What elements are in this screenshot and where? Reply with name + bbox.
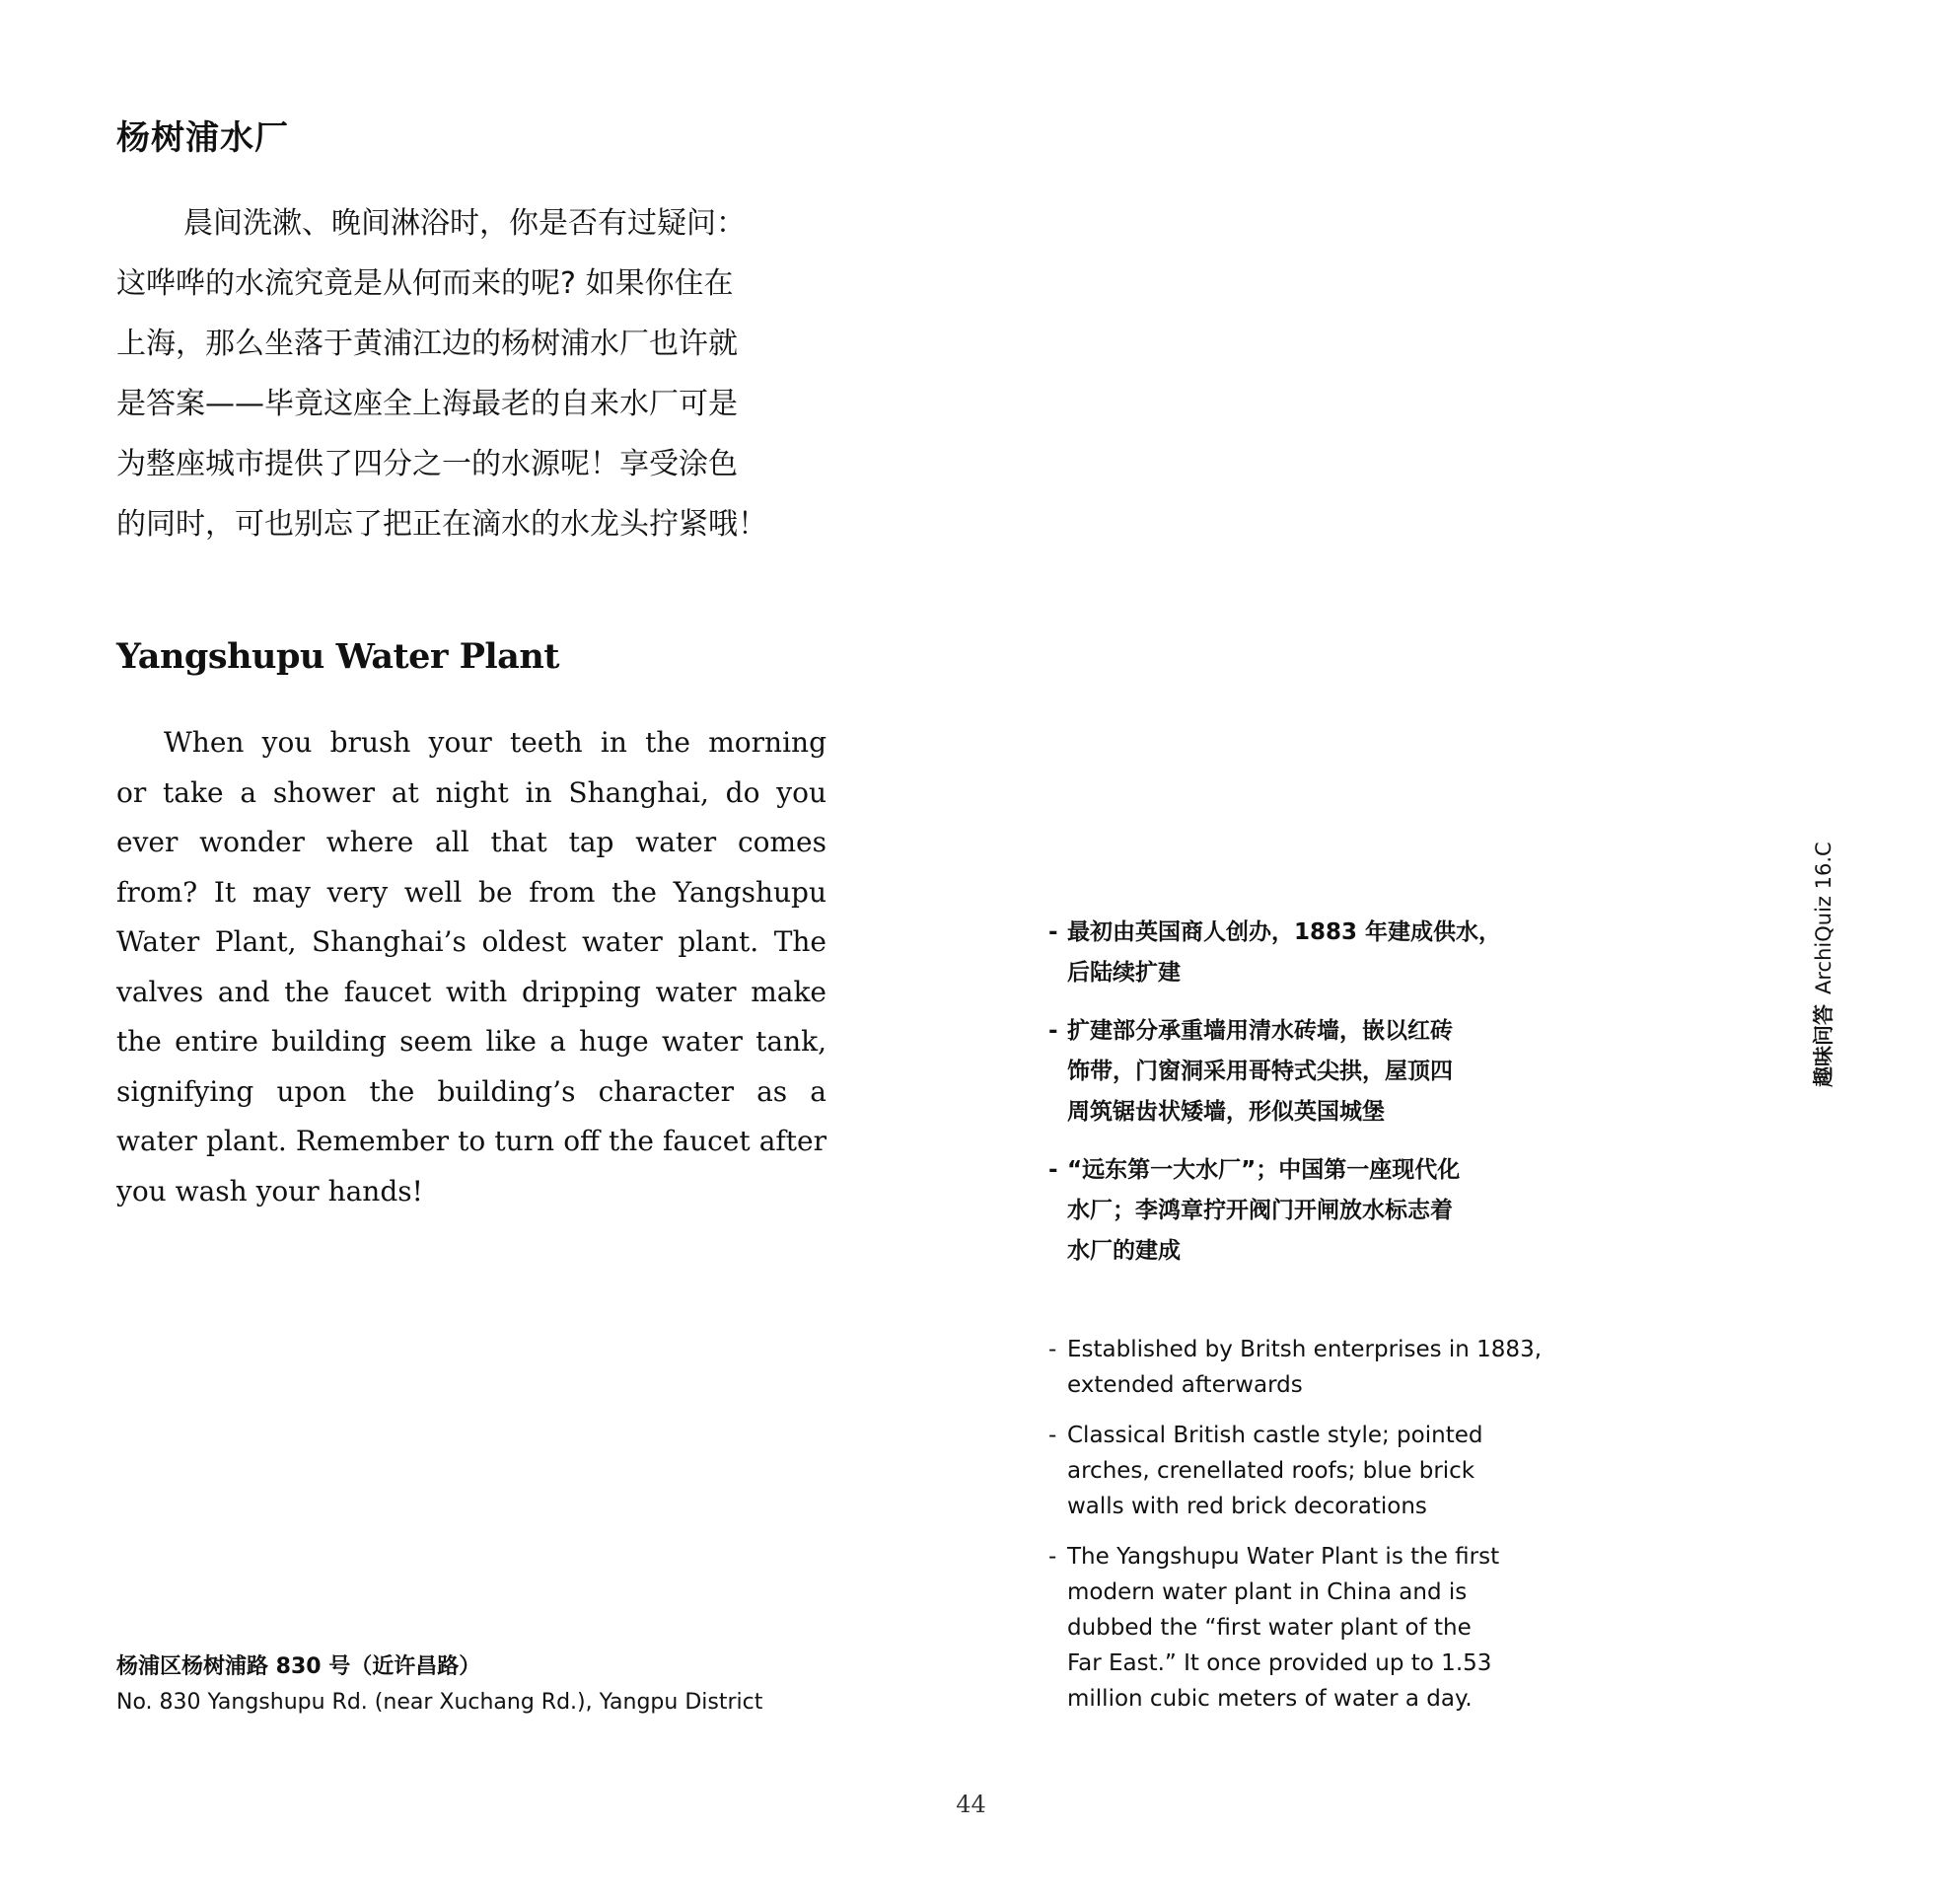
en-paragraph xyxy=(116,718,827,1216)
bullet-dash: - xyxy=(1048,1018,1058,1044)
en-paragraph-line: ever wonder where all that tap water comes xyxy=(116,826,827,858)
bullet-dash: - xyxy=(1048,1423,1057,1448)
en-paragraph-line: When you brush your teeth in the morning xyxy=(164,726,827,759)
fact-zh-item xyxy=(1048,1150,1601,1272)
en-paragraph-line: valves and the faucet with dripping water make xyxy=(116,975,827,1008)
side-label-zh: 趣味问答 xyxy=(1812,1004,1835,1087)
en-paragraph-line: you wash your hands! xyxy=(116,1174,423,1208)
facts-en-list xyxy=(1048,1332,1601,1731)
bullet-dash: - xyxy=(1048,1337,1057,1362)
address-en: No. 830 Yangshupu Rd. (near Xuchang Rd.), Yangpu District xyxy=(116,1690,763,1715)
fact-line: dubbed the “first water plant of the xyxy=(1067,1615,1472,1641)
fact-line: Far East.” It once provided up to 1.53 xyxy=(1067,1650,1492,1676)
zh-paragraph-line: 为整座城市提供了四分之一的水源呢！享受涂色 xyxy=(116,447,738,481)
fact-zh-item xyxy=(1048,913,1601,993)
en-paragraph-line: water plant. Remember to turn off the faucet after xyxy=(116,1125,827,1157)
en-paragraph-line: the entire building seem like a huge water tank, xyxy=(116,1025,827,1058)
fact-en-item xyxy=(1048,1539,1601,1717)
zh-paragraph xyxy=(116,193,827,554)
fact-en-item xyxy=(1048,1332,1601,1403)
fact-line: 水厂的建成 xyxy=(1067,1238,1181,1264)
fact-line: arches, crenellated roofs; blue brick xyxy=(1067,1458,1475,1484)
en-paragraph-line: Water Plant, Shanghai’s oldest water plant. The xyxy=(116,925,827,958)
fact-line: million cubic meters of water a day. xyxy=(1067,1686,1473,1712)
zh-paragraph-line: 的同时，可也别忘了把正在滴水的水龙头拧紧哦！ xyxy=(116,507,767,542)
zh-title: 杨树浦水厂 xyxy=(116,118,289,158)
zh-paragraph-line: 这哗哗的水流究竟是从何而来的呢? 如果你住在 xyxy=(116,266,734,301)
address-block xyxy=(116,1649,762,1721)
fact-line: “远东第一大水厂”；中国第一座现代化 xyxy=(1067,1157,1461,1183)
fact-line: 水厂；李鸿章拧开阀门开闸放水标志着 xyxy=(1067,1198,1453,1223)
zh-paragraph-line: 上海，那么坐落于黄浦江边的杨树浦水厂也许就 xyxy=(116,327,738,361)
fact-line: 饰带，门窗洞采用哥特式尖拱，屋顶四 xyxy=(1067,1059,1453,1084)
bullet-dash: - xyxy=(1048,919,1058,945)
facts-zh-list xyxy=(1048,913,1601,1289)
page-number: 44 xyxy=(956,1791,986,1818)
en-paragraph-line: signifying upon the building’s character as a xyxy=(116,1074,827,1108)
bullet-dash: - xyxy=(1048,1544,1057,1570)
bullet-dash: - xyxy=(1048,1157,1058,1183)
fact-line: walls with red brick decorations xyxy=(1067,1494,1427,1519)
fact-en-item xyxy=(1048,1418,1601,1524)
fact-line: 扩建部分承重墙用清水砖墙，嵌以红砖 xyxy=(1067,1018,1453,1044)
side-label-en: ArchiQuiz 16.C xyxy=(1812,842,1835,994)
side-running-label xyxy=(1803,829,1842,1095)
fact-line: 后陆续扩建 xyxy=(1067,960,1181,986)
en-paragraph-line: from? It may very well be from the Yangshupu xyxy=(116,875,827,909)
fact-line: Classical British castle style; pointed xyxy=(1067,1423,1483,1448)
en-paragraph-line: or take a shower at night in Shanghai, do you xyxy=(116,775,827,809)
fact-line: extended afterwards xyxy=(1067,1372,1303,1398)
zh-paragraph-line: 晨间洗漱、晚间淋浴时，你是否有过疑问： xyxy=(183,206,746,241)
fact-zh-item xyxy=(1048,1011,1601,1133)
fact-line: 最初由英国商人创办，1883 年建成供水， xyxy=(1067,919,1502,945)
en-title: Yangshupu Water Plant xyxy=(116,636,559,677)
fact-line: 周筑锯齿状矮墙，形似英国城堡 xyxy=(1067,1099,1385,1125)
fact-line: The Yangshupu Water Plant is the first xyxy=(1067,1544,1500,1570)
fact-line: modern water plant in China and is xyxy=(1067,1579,1468,1605)
zh-paragraph-line: 是答案——毕竟这座全上海最老的自来水厂可是 xyxy=(116,387,738,421)
address-zh: 杨浦区杨树浦路 830 号（近许昌路） xyxy=(116,1654,481,1679)
fact-line: Established by Britsh enterprises in 1883, xyxy=(1067,1337,1543,1362)
